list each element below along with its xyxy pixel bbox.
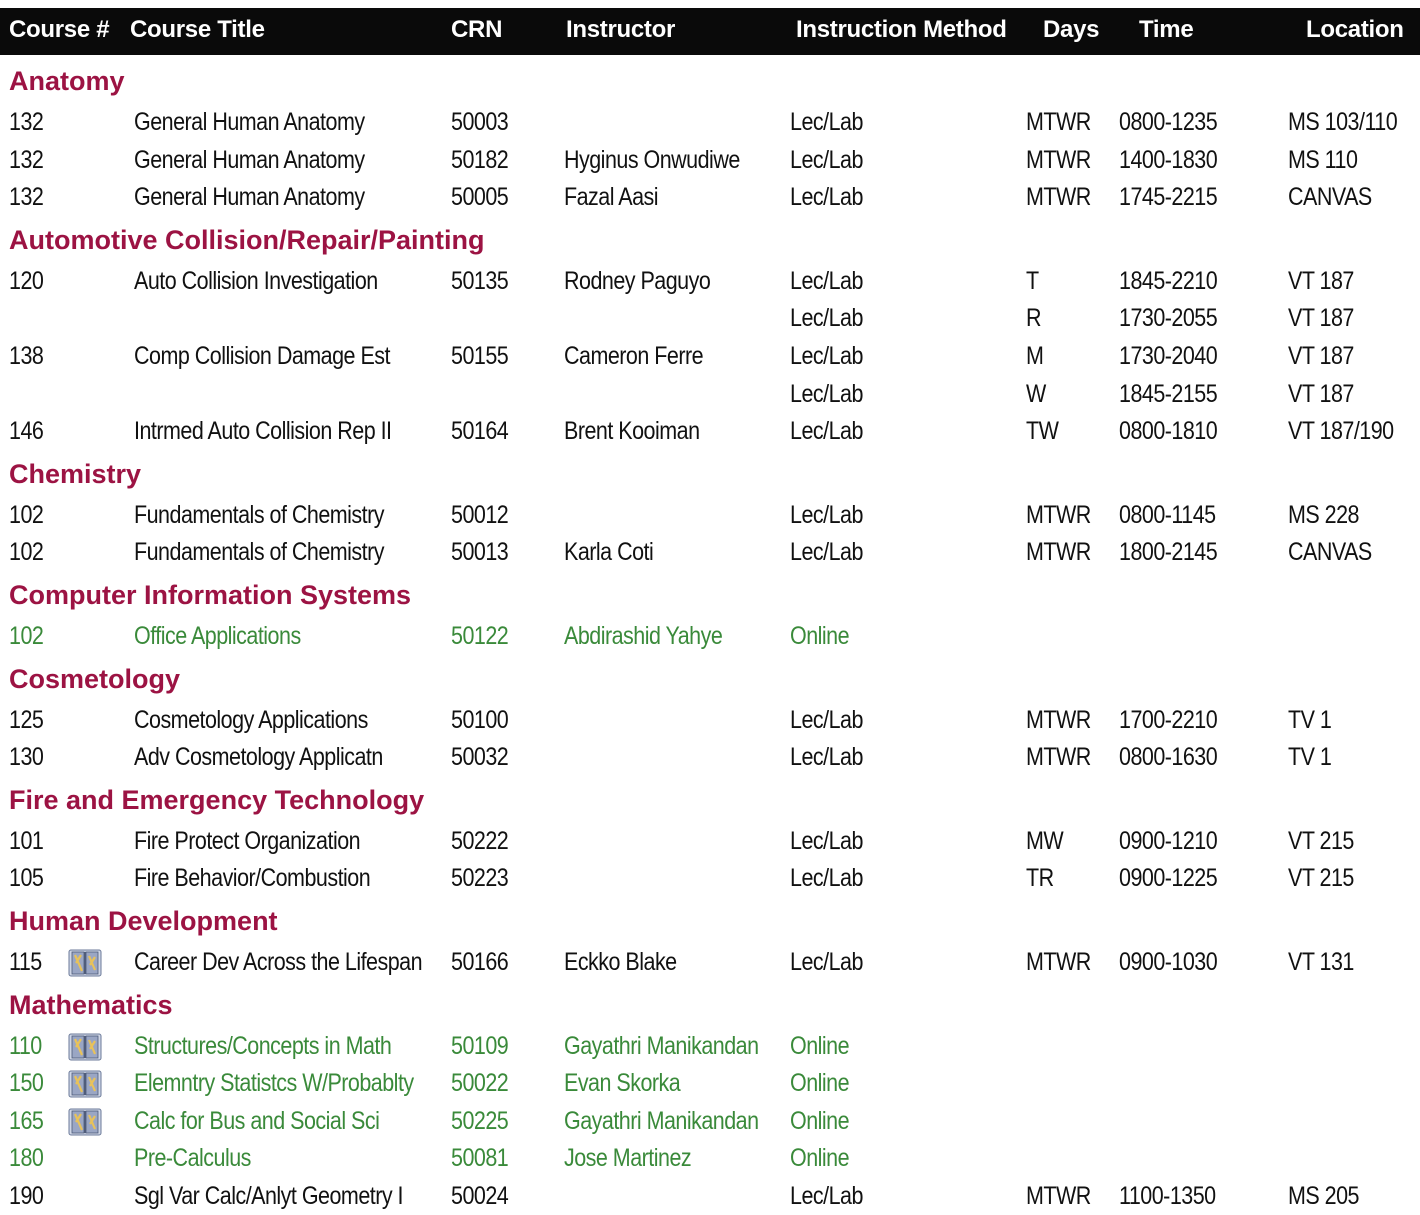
table-row xyxy=(0,823,1420,861)
crn-cell: 50013 xyxy=(451,538,509,567)
section-title xyxy=(0,777,1420,823)
section-title-text: Anatomy xyxy=(9,66,125,96)
instructor-cell: Abdirashid Yahye xyxy=(564,621,723,650)
section-title-text: Computer Information Systems xyxy=(9,579,412,610)
instruction-method-cell: Lec/Lab xyxy=(790,500,863,529)
table-row xyxy=(0,1103,1420,1141)
crn-cell: 50003 xyxy=(451,108,509,136)
instruction-method-cell: Lec/Lab xyxy=(790,379,863,408)
table-row xyxy=(0,1065,1420,1103)
location-cell: MS 228 xyxy=(1288,500,1360,529)
crn-cell: 50222 xyxy=(451,826,509,855)
course-number-cell: 101 xyxy=(9,826,44,855)
instruction-method-cell: Lec/Lab xyxy=(790,538,863,567)
section-title xyxy=(0,656,1420,702)
instruction-method-cell: Lec/Lab xyxy=(790,341,863,370)
instructor-cell: Gayathri Manikandan xyxy=(564,1106,759,1135)
instructor-cell: Cameron Ferre xyxy=(564,341,704,370)
time-cell: 0900-1210 xyxy=(1119,826,1218,855)
time-cell: 0800-1810 xyxy=(1119,417,1218,446)
book-icon xyxy=(68,949,102,977)
days-cell: MTWR xyxy=(1026,108,1091,136)
instructor-cell: Gayathri Manikandan xyxy=(564,1031,759,1060)
location-cell: VT 215 xyxy=(1288,864,1354,893)
days-cell: MTWR xyxy=(1026,183,1091,212)
crn-cell: 50005 xyxy=(451,183,509,212)
course-title-cell: Elemntry Statistcs W/Probablty xyxy=(134,1069,414,1098)
table-row xyxy=(0,376,1420,414)
days-cell: M xyxy=(1026,341,1044,370)
course-number-cell: 150 xyxy=(9,1069,44,1098)
days-cell: MTWR xyxy=(1026,743,1091,772)
header-course-num: Course # xyxy=(9,16,110,43)
crn-cell: 50024 xyxy=(451,1181,509,1210)
time-cell: 1800-2145 xyxy=(1119,538,1218,567)
header-crn: CRN xyxy=(451,16,503,43)
crn-cell: 50100 xyxy=(451,705,509,734)
course-number-cell: 110 xyxy=(9,1031,42,1060)
course-number-cell: 138 xyxy=(9,341,44,370)
book-icon xyxy=(68,1070,102,1098)
section-title-text: Automotive Collision/Repair/Painting xyxy=(9,224,485,255)
location-cell: CANVAS xyxy=(1288,538,1372,567)
instruction-method-cell: Online xyxy=(790,1069,850,1098)
location-cell: VT 187 xyxy=(1288,341,1354,370)
instruction-method-cell: Lec/Lab xyxy=(790,304,863,333)
crn-cell: 50223 xyxy=(451,864,509,893)
section-title xyxy=(0,898,1420,944)
section-title-text: Human Development xyxy=(9,905,278,936)
instruction-method-cell: Online xyxy=(790,621,850,650)
instructor-cell: Karla Coti xyxy=(564,538,654,567)
days-cell: MTWR xyxy=(1026,500,1091,529)
header-location: Location xyxy=(1306,16,1404,43)
instruction-method-cell: Lec/Lab xyxy=(790,183,863,212)
days-cell: TW xyxy=(1026,417,1059,446)
course-title-cell: Pre-Calculus xyxy=(134,1144,251,1173)
table-header xyxy=(0,8,1420,55)
days-cell: MTWR xyxy=(1026,538,1091,567)
days-cell: MTWR xyxy=(1026,145,1091,174)
course-title-cell: Fire Protect Organization xyxy=(134,826,361,855)
instruction-method-cell: Lec/Lab xyxy=(790,743,863,772)
crn-cell: 50225 xyxy=(451,1106,509,1135)
crn-cell: 50182 xyxy=(451,145,509,174)
location-cell: TV 1 xyxy=(1288,743,1332,772)
table-row xyxy=(0,534,1420,572)
location-cell: MS 205 xyxy=(1288,1181,1360,1210)
course-number-cell: 130 xyxy=(9,743,44,772)
instruction-method-cell: Lec/Lab xyxy=(790,826,863,855)
days-cell: MTWR xyxy=(1026,947,1091,976)
section-title xyxy=(0,982,1420,1028)
location-cell: VT 187 xyxy=(1288,266,1354,295)
instruction-method-cell: Lec/Lab xyxy=(790,417,863,446)
course-title-cell: Calc for Bus and Social Sci xyxy=(134,1106,380,1135)
time-cell: 1100-1350 xyxy=(1119,1181,1216,1210)
table-row xyxy=(0,497,1420,535)
time-cell: 1400-1830 xyxy=(1119,145,1218,174)
course-title-cell: Fire Behavior/Combustion xyxy=(134,864,371,893)
course-title-cell: Career Dev Across the Lifespan xyxy=(134,947,423,976)
crn-cell: 50164 xyxy=(451,417,509,446)
instruction-method-cell: Lec/Lab xyxy=(790,108,863,136)
course-number-cell: 120 xyxy=(9,266,44,295)
instruction-method-cell: Online xyxy=(790,1144,850,1173)
course-number-cell: 132 xyxy=(9,145,44,174)
time-cell: 1745-2215 xyxy=(1119,183,1218,212)
instruction-method-cell: Online xyxy=(790,1031,850,1060)
crn-cell: 50109 xyxy=(451,1031,509,1060)
days-cell: MTWR xyxy=(1026,705,1091,734)
table-row xyxy=(0,263,1420,301)
crn-cell: 50022 xyxy=(451,1069,509,1098)
crn-cell: 50155 xyxy=(451,341,509,370)
table-row xyxy=(0,142,1420,180)
course-number-cell: 125 xyxy=(9,705,44,734)
days-cell: R xyxy=(1026,304,1042,333)
header-method: Instruction Method xyxy=(796,16,1007,43)
location-cell: VT 131 xyxy=(1288,947,1354,976)
table-row xyxy=(0,944,1420,982)
location-cell: VT 215 xyxy=(1288,826,1354,855)
instructor-cell: Jose Martinez xyxy=(564,1144,692,1173)
instructor-cell: Eckko Blake xyxy=(564,947,677,976)
section-title-text: Chemistry xyxy=(9,458,142,489)
time-cell: 0800-1145 xyxy=(1119,500,1216,529)
crn-cell: 50081 xyxy=(451,1144,509,1173)
instruction-method-cell: Lec/Lab xyxy=(790,1181,863,1210)
days-cell: W xyxy=(1026,379,1046,408)
header-course-title: Course Title xyxy=(130,16,265,43)
course-title-cell: General Human Anatomy xyxy=(134,145,365,174)
days-cell: MTWR xyxy=(1026,1181,1091,1210)
crn-cell: 50032 xyxy=(451,743,509,772)
course-title-cell: Cosmetology Applications xyxy=(134,705,368,734)
crn-cell: 50012 xyxy=(451,500,509,529)
course-number-cell: 115 xyxy=(9,947,42,976)
schedule-table xyxy=(0,58,1420,1215)
table-row xyxy=(0,1140,1420,1178)
location-cell: VT 187 xyxy=(1288,304,1354,333)
instructor-cell: Brent Kooiman xyxy=(564,417,700,446)
table-row xyxy=(0,179,1420,217)
course-number-cell: 165 xyxy=(9,1106,44,1135)
section-title xyxy=(0,58,1420,104)
course-number-cell: 102 xyxy=(9,500,44,529)
instruction-method-cell: Lec/Lab xyxy=(790,947,863,976)
instruction-method-cell: Lec/Lab xyxy=(790,864,863,893)
days-cell: T xyxy=(1026,266,1039,295)
table-row xyxy=(0,300,1420,338)
instruction-method-cell: Online xyxy=(790,1106,850,1135)
header-instructor: Instructor xyxy=(566,16,676,43)
location-cell: VT 187 xyxy=(1288,379,1354,408)
instruction-method-cell: Lec/Lab xyxy=(790,705,863,734)
location-cell: CANVAS xyxy=(1288,183,1372,212)
days-cell: MW xyxy=(1026,826,1064,855)
time-cell: 0800-1235 xyxy=(1119,108,1218,136)
table-row xyxy=(0,104,1420,142)
course-title-cell: Fundamentals of Chemistry xyxy=(134,500,384,529)
course-title-cell: Fundamentals of Chemistry xyxy=(134,538,384,567)
course-title-cell: Sgl Var Calc/Anlyt Geometry I xyxy=(134,1181,404,1210)
time-cell: 1845-2210 xyxy=(1119,266,1218,295)
time-cell: 0900-1225 xyxy=(1119,864,1218,893)
table-row xyxy=(0,618,1420,656)
crn-cell: 50122 xyxy=(451,621,509,650)
time-cell: 1730-2040 xyxy=(1119,341,1218,370)
time-cell: 1700-2210 xyxy=(1119,705,1218,734)
book-icon xyxy=(68,1033,102,1061)
course-number-cell: 132 xyxy=(9,183,44,212)
instructor-cell: Rodney Paguyo xyxy=(564,266,711,295)
course-number-cell: 180 xyxy=(9,1144,44,1173)
table-row xyxy=(0,1028,1420,1066)
course-title-cell: Intrmed Auto Collision Rep II xyxy=(134,417,392,446)
course-title-cell: Comp Collision Damage Est xyxy=(134,341,390,370)
crn-cell: 50166 xyxy=(451,947,509,976)
instructor-cell: Hyginus Onwudiwe xyxy=(564,145,740,174)
location-cell: MS 103/110 xyxy=(1288,108,1398,136)
time-cell: 1730-2055 xyxy=(1119,304,1218,333)
table-row xyxy=(0,702,1420,740)
location-cell: TV 1 xyxy=(1288,705,1332,734)
book-icon xyxy=(68,1108,102,1136)
section-title xyxy=(0,451,1420,497)
time-cell: 1845-2155 xyxy=(1119,379,1218,408)
table-row xyxy=(0,860,1420,898)
table-row xyxy=(0,413,1420,451)
instruction-method-cell: Lec/Lab xyxy=(790,145,863,174)
section-title-text: Fire and Emergency Technology xyxy=(9,784,425,815)
course-number-cell: 105 xyxy=(9,864,44,893)
course-number-cell: 102 xyxy=(9,538,44,567)
course-number-cell: 102 xyxy=(9,621,44,650)
table-row xyxy=(0,1178,1420,1215)
days-cell: TR xyxy=(1026,864,1054,893)
course-title-cell: Structures/Concepts in Math xyxy=(134,1031,392,1060)
instructor-cell: Fazal Aasi xyxy=(564,183,659,212)
section-title-text: Cosmetology xyxy=(9,663,181,694)
time-cell: 0900-1030 xyxy=(1119,947,1218,976)
course-number-cell: 190 xyxy=(9,1181,44,1210)
location-cell: VT 187/190 xyxy=(1288,417,1394,446)
header-time: Time xyxy=(1139,16,1194,43)
course-title-cell: Adv Cosmetology Applicatn xyxy=(134,743,383,772)
course-number-cell: 132 xyxy=(9,108,44,136)
section-title xyxy=(0,217,1420,263)
course-number-cell: 146 xyxy=(9,417,44,446)
instruction-method-cell: Lec/Lab xyxy=(790,266,863,295)
course-title-cell: General Human Anatomy xyxy=(134,183,365,212)
section-title-text: Mathematics xyxy=(9,989,173,1020)
header-days: Days xyxy=(1043,16,1100,43)
course-title-cell: Auto Collision Investigation xyxy=(134,266,378,295)
time-cell: 0800-1630 xyxy=(1119,743,1218,772)
location-cell: MS 110 xyxy=(1288,145,1358,174)
course-title-cell: Office Applications xyxy=(134,621,301,650)
table-row xyxy=(0,739,1420,777)
table-row xyxy=(0,338,1420,376)
instructor-cell: Evan Skorka xyxy=(564,1069,681,1098)
course-title-cell: General Human Anatomy xyxy=(134,108,365,136)
section-title xyxy=(0,572,1420,618)
crn-cell: 50135 xyxy=(451,266,509,295)
